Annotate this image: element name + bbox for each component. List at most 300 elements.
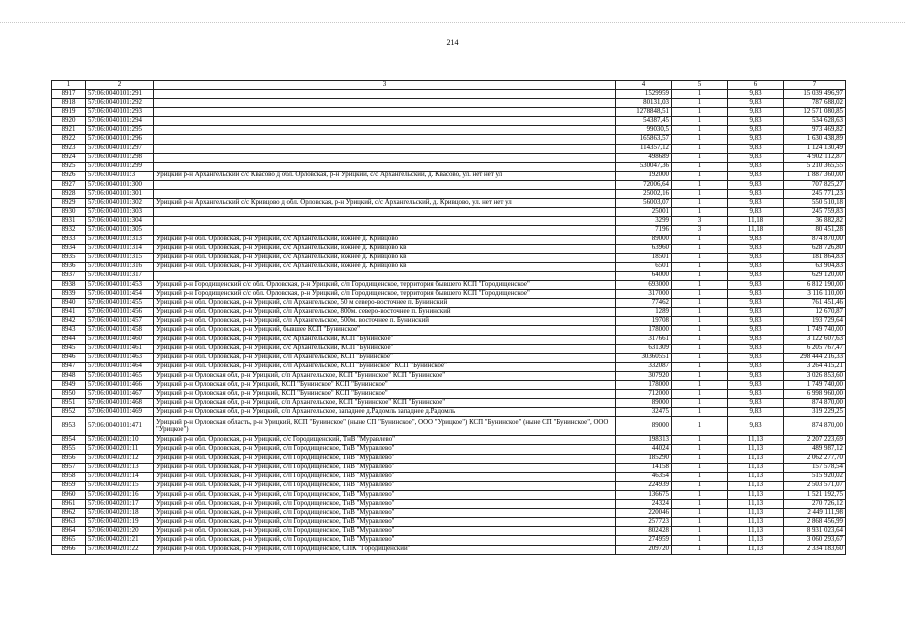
table-row	[52, 472, 846, 481]
area-cell: 32475	[616, 408, 672, 417]
cadastral-value-cell: 15 039 496,97	[784, 90, 846, 99]
group-cell: 1	[672, 381, 728, 390]
area-cell: 25001	[616, 208, 672, 217]
rate-cell: 9,83	[728, 326, 784, 335]
cadastral-number-cell: 57:06:0040201:11	[86, 445, 154, 454]
cadastral-number-cell: 57:06:0040101:299	[86, 162, 154, 171]
area-cell: 224939	[616, 481, 672, 490]
address-cell: Урицкий р-н Городищенский с/с обл. Орловская, р-н Урицкий, с/п Городищенское, территория бывшего КСП "Городищенское"	[154, 280, 616, 289]
area-cell: 332087	[616, 362, 672, 371]
rate-cell: 9,83	[728, 199, 784, 208]
address-cell: Урицкий р-н обл. Орловская, р-н Урицкий, с/п Городищенское, ТнВ "Муравлево"	[154, 481, 616, 490]
cadastral-value-cell: 80 451,28	[784, 226, 846, 235]
group-cell: 1	[672, 117, 728, 126]
row-number-cell: 8930	[52, 208, 86, 217]
cadastral-value-cell: 1 124 130,49	[784, 144, 846, 153]
row-number-cell: 8959	[52, 481, 86, 490]
row-number-cell: 8937	[52, 271, 86, 280]
cadastral-number-cell: 57:06:0040101:460	[86, 335, 154, 344]
rate-cell: 11,13	[728, 454, 784, 463]
address-cell: Урицкий р-н обл. Орловская, р-н Урицкий, с/п Городищенское, ТнВ "Муравлево"	[154, 463, 616, 472]
cadastral-value-cell: 1 749 740,00	[784, 326, 846, 335]
area-cell: 498689	[616, 153, 672, 162]
row-number-cell: 8958	[52, 472, 86, 481]
rate-cell: 9,83	[728, 253, 784, 262]
cadastral-number-cell: 57:06:0040101:461	[86, 344, 154, 353]
cadastral-number-cell: 57:06:0040101:465	[86, 371, 154, 380]
group-cell: 1	[672, 171, 728, 180]
group-cell: 1	[672, 527, 728, 536]
table-row	[52, 99, 846, 108]
address-cell: Урицкий р-н обл. Орловская, р-н Урицкий, с/п Архангельское, 800м. северо-восточнее п. Бунинский	[154, 308, 616, 317]
cadastral-value-cell: 629 120,00	[784, 271, 846, 280]
cadastral-number-cell: 57:06:0040201:21	[86, 536, 154, 545]
rate-cell: 11,13	[728, 490, 784, 499]
table-row	[52, 362, 846, 371]
address-cell: Урицкий р-н Орловская обл, р-н Урицкий, с/п Архангельское, западнее д.Радомль западнее д.Радомль	[154, 408, 616, 417]
group-cell: 1	[672, 490, 728, 499]
cadastral-value-table	[51, 80, 846, 555]
rate-cell: 11,13	[728, 445, 784, 454]
address-cell	[154, 99, 616, 108]
address-cell	[154, 117, 616, 126]
address-cell: Урицкий р-н обл. Орловская, р-н Урицкий, с/с Архангельский, южнее д. Кривцово кв	[154, 253, 616, 262]
group-cell: 1	[672, 208, 728, 217]
cadastral-value-cell: 874 870,00	[784, 235, 846, 244]
cadastral-value-cell: 1 521 192,75	[784, 490, 846, 499]
address-cell: Урицкий р-н Орловская обл, р-н Урицкий, КСП "Бунинское" КСП "Бунинское"	[154, 381, 616, 390]
group-cell: 1	[672, 371, 728, 380]
cadastral-value-cell: 63 904,83	[784, 262, 846, 271]
address-cell: Урицкий р-н обл. Орловская, р-н Урицкий, с/п Архангельское, 50 м северо-восточнее п. Бунинский	[154, 299, 616, 308]
area-cell: 14158	[616, 463, 672, 472]
row-number-cell: 8921	[52, 126, 86, 135]
area-cell: 54387,45	[616, 117, 672, 126]
group-cell: 1	[672, 454, 728, 463]
cadastral-number-cell: 57:06:0040101:464	[86, 362, 154, 371]
address-cell: Урицкий р-н обл. Орловская, р-н Урицкий, с/п Городищенское, ТнВ "Муравлево"	[154, 527, 616, 536]
rate-cell: 9,83	[728, 390, 784, 399]
area-cell: 307920	[616, 371, 672, 380]
cadastral-value-cell: 2 334 183,60	[784, 545, 846, 554]
group-cell: 1	[672, 335, 728, 344]
row-number-cell: 8929	[52, 199, 86, 208]
cadastral-number-cell: 57:06:0040101:316	[86, 262, 154, 271]
table-body	[52, 90, 846, 555]
area-cell: 114357,12	[616, 144, 672, 153]
cadastral-number-cell: 57:06:0040101:296	[86, 135, 154, 144]
cadastral-number-cell: 57:06:0040101:456	[86, 308, 154, 317]
row-number-cell: 8931	[52, 217, 86, 226]
rate-cell: 9,83	[728, 417, 784, 436]
table-row	[52, 371, 846, 380]
table-row	[52, 135, 846, 144]
table-row	[52, 308, 846, 317]
rate-cell: 9,83	[728, 317, 784, 326]
address-cell: Урицкий р-н обл. Орловская, р-н Урицкий, с/п Архангельское, КСП "Бунинское"	[154, 353, 616, 362]
cadastral-number-cell: 57:06:0040101:453	[86, 280, 154, 289]
cadastral-number-cell: 57:06:0040201:22	[86, 545, 154, 554]
address-cell: Урицкий р-н обл. Орловская, р-н Урицкий, с/п Городищенское, ТнВ "Муравлево"	[154, 472, 616, 481]
cadastral-number-cell: 57:06:0040101:293	[86, 108, 154, 117]
area-cell: 56003,07	[616, 199, 672, 208]
area-cell: 274959	[616, 536, 672, 545]
group-cell: 1	[672, 353, 728, 362]
row-number-cell: 8934	[52, 244, 86, 253]
address-cell: Урицкий р-н обл. Орловская, р-н Урицкий, с/п Городищенское, СПК "Городищенский"	[154, 545, 616, 554]
area-cell: 3299	[616, 217, 672, 226]
rate-cell: 9,83	[728, 344, 784, 353]
cadastral-value-cell: 8 931 023,64	[784, 527, 846, 536]
row-number-cell: 8933	[52, 235, 86, 244]
row-number-cell: 8953	[52, 417, 86, 436]
rate-cell: 9,83	[728, 381, 784, 390]
rate-cell: 9,83	[728, 153, 784, 162]
column-header: 2	[86, 81, 154, 90]
cadastral-number-cell: 57:06:0040101:466	[86, 381, 154, 390]
cadastral-value-cell: 3 122 607,63	[784, 335, 846, 344]
rate-cell: 9,83	[728, 271, 784, 280]
area-cell: 178000	[616, 326, 672, 335]
column-header: 7	[784, 81, 846, 90]
table-row	[52, 390, 846, 399]
cadastral-number-cell: 57:06:0040101:471	[86, 417, 154, 436]
area-cell: 18501	[616, 253, 672, 262]
address-cell	[154, 190, 616, 199]
row-number-cell: 8944	[52, 335, 86, 344]
cadastral-value-cell: 515 920,02	[784, 472, 846, 481]
table-row	[52, 226, 846, 235]
table-row	[52, 417, 846, 436]
area-cell: 7196	[616, 226, 672, 235]
group-cell: 1	[672, 536, 728, 545]
group-cell: 1	[672, 436, 728, 445]
group-cell: 1	[672, 135, 728, 144]
rate-cell: 11,18	[728, 226, 784, 235]
group-cell: 1	[672, 244, 728, 253]
rate-cell: 9,83	[728, 190, 784, 199]
group-cell: 1	[672, 362, 728, 371]
group-cell: 1	[672, 180, 728, 189]
area-cell: 136675	[616, 490, 672, 499]
group-cell: 1	[672, 344, 728, 353]
row-number-cell: 8963	[52, 518, 86, 527]
cadastral-value-cell: 12 571 080,85	[784, 108, 846, 117]
area-cell: 44024	[616, 445, 672, 454]
area-cell: 89000	[616, 417, 672, 436]
area-cell: 317000	[616, 290, 672, 299]
row-number-cell: 8954	[52, 436, 86, 445]
address-cell: Урицкий р-н обл. Орловская, р-н Урицкий, с/с Архангельский, южнее д. Кривцово	[154, 235, 616, 244]
row-number-cell: 8943	[52, 326, 86, 335]
area-cell: 89000	[616, 235, 672, 244]
row-number-cell: 8960	[52, 490, 86, 499]
group-cell: 1	[672, 299, 728, 308]
group-cell: 1	[672, 99, 728, 108]
rate-cell: 9,83	[728, 244, 784, 253]
cadastral-value-cell: 874 870,00	[784, 417, 846, 436]
table-row	[52, 436, 846, 445]
group-cell: 1	[672, 481, 728, 490]
cadastral-value-cell: 181 864,83	[784, 253, 846, 262]
area-cell: 25002,16	[616, 190, 672, 199]
rate-cell: 11,18	[728, 217, 784, 226]
rate-cell: 11,13	[728, 481, 784, 490]
group-cell: 1	[672, 280, 728, 289]
rate-cell: 9,83	[728, 280, 784, 289]
address-cell: Урицкий р-н Городищенский с/с обл. Орловская, р-н Урицкий, с/п Городищенское, территория бывшего КСП "Городищенское"	[154, 290, 616, 299]
address-cell	[154, 271, 616, 280]
address-cell	[154, 108, 616, 117]
cadastral-number-cell: 57:06:0040101:458	[86, 326, 154, 335]
table-row	[52, 208, 846, 217]
column-header: 3	[154, 81, 616, 90]
rate-cell: 9,83	[728, 99, 784, 108]
cadastral-value-cell: 319 229,25	[784, 408, 846, 417]
cadastral-number-cell: 57:06:0040201:19	[86, 518, 154, 527]
cadastral-number-cell: 57:06:0040101:294	[86, 117, 154, 126]
row-number-cell: 8945	[52, 344, 86, 353]
address-cell: Урицкий р-н Архангельский с/с Квасово д обл. Орловская, р-н Урицкий, с/с Архангельский, д. Квасово, ул. нет нет ул	[154, 171, 616, 180]
top-dotted-rule	[0, 22, 905, 23]
cadastral-number-cell: 57:06:0040201:10	[86, 436, 154, 445]
cadastral-number-cell: 57:06:0040101:313	[86, 235, 154, 244]
rate-cell: 9,83	[728, 290, 784, 299]
group-cell: 1	[672, 390, 728, 399]
row-number-cell: 8942	[52, 317, 86, 326]
cadastral-value-cell: 761 451,46	[784, 299, 846, 308]
area-cell: 77462	[616, 299, 672, 308]
group-cell: 1	[672, 162, 728, 171]
area-cell: 1278848,51	[616, 108, 672, 117]
column-header: 4	[616, 81, 672, 90]
rate-cell: 9,83	[728, 235, 784, 244]
table-row	[52, 317, 846, 326]
table-row	[52, 399, 846, 408]
table-row	[52, 90, 846, 99]
cadastral-number-cell: 57:06:0040101:463	[86, 353, 154, 362]
area-cell: 63960	[616, 244, 672, 253]
rate-cell: 9,83	[728, 208, 784, 217]
cadastral-value-cell: 3 060 293,67	[784, 536, 846, 545]
address-cell	[154, 217, 616, 226]
group-cell: 1	[672, 317, 728, 326]
area-cell: 165863,57	[616, 135, 672, 144]
area-cell: 220046	[616, 509, 672, 518]
rate-cell: 9,83	[728, 135, 784, 144]
group-cell: 1	[672, 253, 728, 262]
cadastral-value-cell: 534 628,63	[784, 117, 846, 126]
cadastral-number-cell: 57:06:0040101:303	[86, 208, 154, 217]
table-row	[52, 217, 846, 226]
area-cell: 1529959	[616, 90, 672, 99]
row-number-cell: 8923	[52, 144, 86, 153]
address-cell: Урицкий р-н обл. Орловская, р-н Урицкий, с/п Городищенское, ТнВ "Муравлево"	[154, 445, 616, 454]
cadastral-value-cell: 707 825,27	[784, 180, 846, 189]
rate-cell: 9,83	[728, 308, 784, 317]
rate-cell: 9,83	[728, 126, 784, 135]
rate-cell: 11,13	[728, 472, 784, 481]
area-cell: 19708	[616, 317, 672, 326]
table-row	[52, 536, 846, 545]
row-number-cell: 8928	[52, 190, 86, 199]
address-cell	[154, 144, 616, 153]
table-row	[52, 153, 846, 162]
address-cell: Урицкий р-н обл. Орловская, р-н Урицкий, с/п Архангельское, 500м. восточнее п. Бунинский	[154, 317, 616, 326]
rate-cell: 9,83	[728, 335, 784, 344]
group-cell: 3	[672, 226, 728, 235]
row-number-cell: 8927	[52, 180, 86, 189]
cadastral-value-cell: 6 812 190,00	[784, 280, 846, 289]
cadastral-value-cell: 3 026 853,60	[784, 371, 846, 380]
table-row	[52, 500, 846, 509]
cadastral-value-cell: 1 749 740,00	[784, 381, 846, 390]
cadastral-number-cell: 57:06:0040101:315	[86, 253, 154, 262]
address-cell	[154, 162, 616, 171]
table-row	[52, 481, 846, 490]
rate-cell: 11,13	[728, 536, 784, 545]
cadastral-number-cell: 57:06:0040101:3	[86, 171, 154, 180]
cadastral-value-cell: 2 062 277,70	[784, 454, 846, 463]
row-number-cell: 8955	[52, 445, 86, 454]
cadastral-value-cell: 489 987,12	[784, 445, 846, 454]
address-cell: Урицкий р-н обл. Орловская, р-н Урицкий, с/с Архангельский, южнее д. Кривцово кв	[154, 262, 616, 271]
cadastral-number-cell: 57:06:0040201:15	[86, 481, 154, 490]
table-row	[52, 108, 846, 117]
row-number-cell: 8966	[52, 545, 86, 554]
cadastral-value-cell: 2 503 571,07	[784, 481, 846, 490]
table-row	[52, 490, 846, 499]
rate-cell: 9,83	[728, 299, 784, 308]
row-number-cell: 8957	[52, 463, 86, 472]
row-number-cell: 8952	[52, 408, 86, 417]
group-cell: 1	[672, 144, 728, 153]
group-cell: 1	[672, 199, 728, 208]
rate-cell: 9,83	[728, 399, 784, 408]
cadastral-value-cell: 6 205 767,47	[784, 344, 846, 353]
row-number-cell: 8956	[52, 454, 86, 463]
address-cell: Урицкий р-н обл. Орловская, р-н Урицкий, с/с Городищенский, ТнВ "Муравлево"	[154, 436, 616, 445]
cadastral-number-cell: 57:06:0040101:455	[86, 299, 154, 308]
area-cell: 30360551	[616, 353, 672, 362]
cadastral-value-cell: 2 868 456,99	[784, 518, 846, 527]
rate-cell: 9,83	[728, 262, 784, 271]
address-cell: Урицкий р-н обл. Орловская, р-н Урицкий, с/п Городищенское, ТнВ "Муравлево"	[154, 536, 616, 545]
cadastral-value-cell: 157 578,54	[784, 463, 846, 472]
area-cell: 192000	[616, 171, 672, 180]
cadastral-value-cell: 973 469,82	[784, 126, 846, 135]
cadastral-number-cell: 57:06:0040201:20	[86, 527, 154, 536]
cadastral-number-cell: 57:06:0040101:314	[86, 244, 154, 253]
rate-cell: 11,13	[728, 545, 784, 554]
area-cell: 712000	[616, 390, 672, 399]
page-number: 214	[446, 38, 459, 47]
table-row	[52, 180, 846, 189]
rate-cell: 11,13	[728, 463, 784, 472]
cadastral-number-cell: 57:06:0040101:298	[86, 153, 154, 162]
cadastral-number-cell: 57:06:0040201:16	[86, 490, 154, 499]
group-cell: 1	[672, 326, 728, 335]
address-cell: Урицкий р-н обл. Орловская, р-н Урицкий, бывшее КСП "Бунинское"	[154, 326, 616, 335]
cadastral-value-cell: 2 449 111,98	[784, 509, 846, 518]
area-cell: 46354	[616, 472, 672, 481]
address-cell: Урицкий р-н обл. Орловская, р-н Урицкий, с/с Архангельский, КСП "Бунинское"	[154, 335, 616, 344]
cadastral-value-cell: 787 688,02	[784, 99, 846, 108]
cadastral-number-cell: 57:06:0040101:297	[86, 144, 154, 153]
table-header-row	[52, 81, 846, 90]
row-number-cell: 8925	[52, 162, 86, 171]
cadastral-value-cell: 245 771,23	[784, 190, 846, 199]
row-number-cell: 8965	[52, 536, 86, 545]
cadastral-value-cell: 245 759,83	[784, 208, 846, 217]
cadastral-number-cell: 57:06:0040101:305	[86, 226, 154, 235]
row-number-cell: 8932	[52, 226, 86, 235]
column-header: 6	[728, 81, 784, 90]
rate-cell: 9,83	[728, 371, 784, 380]
area-cell: 631309	[616, 344, 672, 353]
table-row	[52, 171, 846, 180]
rate-cell: 9,83	[728, 362, 784, 371]
cadastral-number-cell: 57:06:0040101:467	[86, 390, 154, 399]
cadastral-number-cell: 57:06:0040201:13	[86, 463, 154, 472]
table-row	[52, 190, 846, 199]
group-cell: 1	[672, 545, 728, 554]
cadastral-number-cell: 57:06:0040101:295	[86, 126, 154, 135]
area-cell: 257723	[616, 518, 672, 527]
address-cell: Урицкий р-н Орловская обл, р-н Урицкий, с/п Архангельское, КСП "Бунинское" КСП "Бунинское"	[154, 371, 616, 380]
column-header: 1	[52, 81, 86, 90]
table-row	[52, 353, 846, 362]
group-cell: 1	[672, 108, 728, 117]
group-cell: 1	[672, 518, 728, 527]
table-row	[52, 344, 846, 353]
group-cell: 1	[672, 500, 728, 509]
area-cell: 64000	[616, 271, 672, 280]
rate-cell: 11,13	[728, 436, 784, 445]
table-row	[52, 235, 846, 244]
table-row	[52, 518, 846, 527]
group-cell: 1	[672, 399, 728, 408]
group-cell: 3	[672, 217, 728, 226]
table-row	[52, 271, 846, 280]
row-number-cell: 8949	[52, 381, 86, 390]
row-number-cell: 8940	[52, 299, 86, 308]
cadastral-number-cell: 57:06:0040201:14	[86, 472, 154, 481]
rate-cell: 9,83	[728, 144, 784, 153]
address-cell: Урицкий р-н Орловская область, р-н Урицкий, КСП "Бунинское" (ныне СП "Бунинское", ООО "Урицкое") КСП "Бунинское" (ныне СП "Бунинское", ООО "Урицкое")	[154, 417, 616, 436]
row-number-cell: 8950	[52, 390, 86, 399]
rate-cell: 9,83	[728, 108, 784, 117]
group-cell: 1	[672, 235, 728, 244]
table-row	[52, 299, 846, 308]
row-number-cell: 8938	[52, 280, 86, 289]
cadastral-number-cell: 57:06:0040201:17	[86, 500, 154, 509]
area-cell: 72006,64	[616, 180, 672, 189]
table-row	[52, 408, 846, 417]
cadastral-value-cell: 36 882,82	[784, 217, 846, 226]
address-cell	[154, 90, 616, 99]
row-number-cell: 8922	[52, 135, 86, 144]
table-row	[52, 326, 846, 335]
cadastral-value-cell: 874 870,00	[784, 399, 846, 408]
group-cell: 1	[672, 509, 728, 518]
row-number-cell: 8919	[52, 108, 86, 117]
cadastral-value-cell: 3 264 415,21	[784, 362, 846, 371]
group-cell: 1	[672, 190, 728, 199]
rate-cell: 11,13	[728, 509, 784, 518]
row-number-cell: 8918	[52, 99, 86, 108]
cadastral-number-cell: 57:06:0040101:300	[86, 180, 154, 189]
